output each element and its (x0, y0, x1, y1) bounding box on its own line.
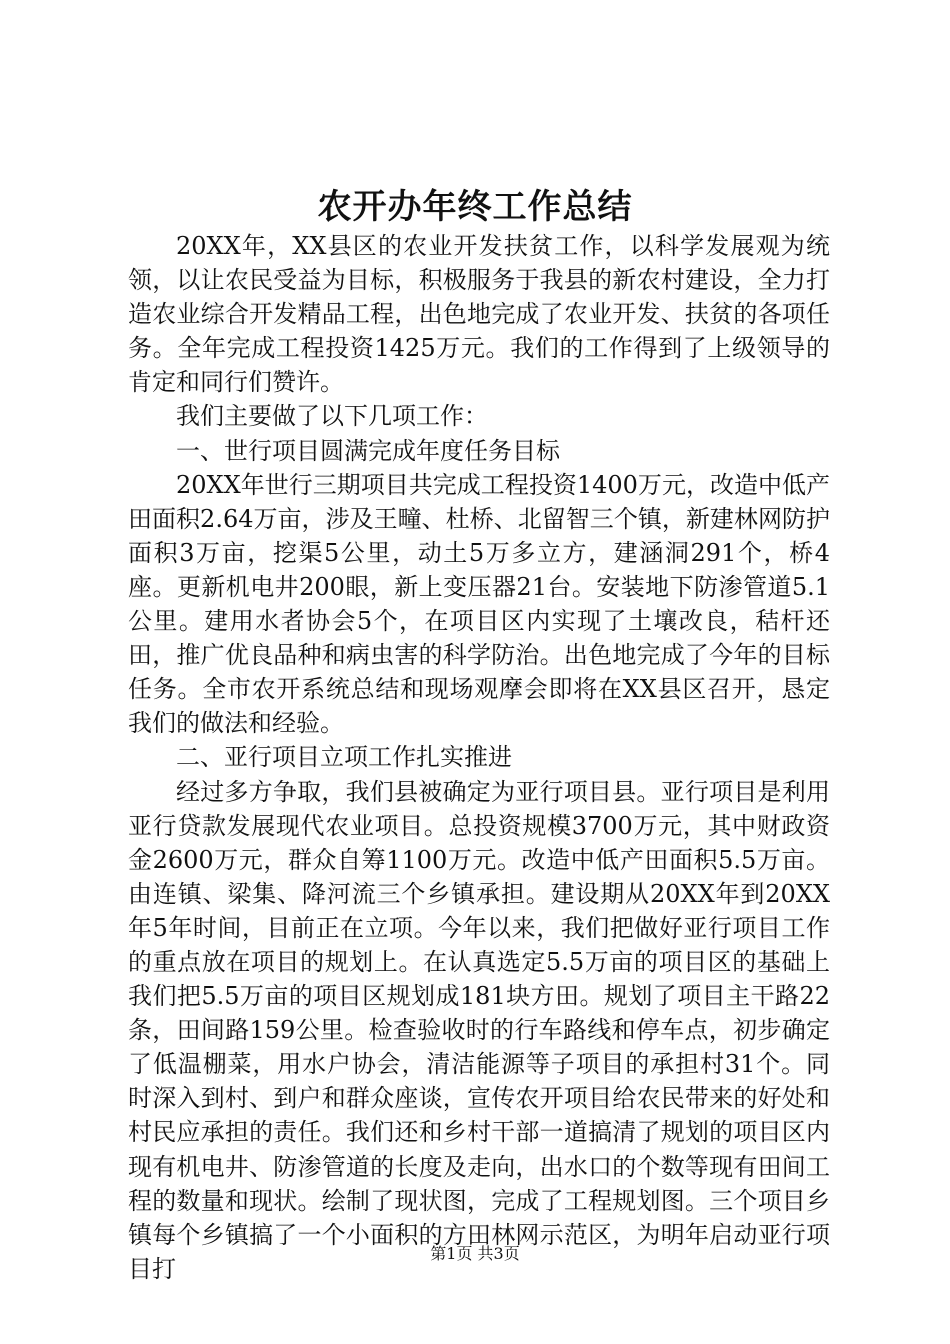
paragraph-asian-bank: 经过多方争取，我们县被确定为亚行项目县。亚行项目是利用亚行贷款发展现代农业项目。总投资规模3700万元，其中财政资金2600万元，群众自筹1100万元。改造中低产田面积5.5万亩。由连镇、梁集、降河流三个乡镇承担。建设期从20XX年到20XX年5年时间，目前正在立项。今年以来，我们把做好亚行项目工作的重点放在项目的规划上。在认真选定5.5万亩的项目区的基础上我们把5.5万亩的项目区规划成181块方田。规划了项目主干路22条，田间路159公里。检查验收时的行车路线和停车点，初步确定了低温棚菜，用水户协会，清洁能源等子项目的承担村31个。同时深入到村、到户和群众座谈，宣传农开项目给农民带来的好处和村民应承担的责任。我们还和乡村干部一道搞清了规划的项目区内现有机电井、防渗管道的长度及走向，出水口的个数等现有田间工程的数量和现状。绘制了现状图，完成了工程规划图。三个项目乡镇每个乡镇搞了一个小面积的方田林网示范区，为明年启动亚行项目打 (128, 777, 830, 1283)
document-body (128, 229, 830, 1286)
paragraph-intro: 20XX年，XX县区的农业开发扶贫工作，以科学发展观为统领，以让农民受益为目标，积极服务于我县的新农村建设，全力打造农业综合开发精品工程，出色地完成了农业开发、扶贫的各项任务。全年完成工程投资1425万元。我们的工作得到了上级领导的肯定和同行们赞许。 (128, 232, 830, 397)
paragraph-world-bank: 20XX年世行三期项目共完成工程投资1400万元，改造中低产田面积2.64万亩，涉及王疃、杜桥、北留智三个镇，新建林网防护面积3万亩，挖渠5公里，动土5万多立方，建涵洞291个，桥4座。更新机电井200眼，新上变压器21台。安装地下防渗管道5.1公里。建用水者协会5个，在项目区内实现了土壤改良，秸杆还田，推广优良品种和病虫害的科学防治。出色地完成了今年的目标任务。全市农开系统总结和现场观摩会即将在XX县区召开，恳定我们的做法和经验。 (128, 470, 830, 738)
document-title: 农开办年终工作总结 (317, 187, 633, 227)
paragraph-work-list-intro: 我们主要做了以下几项工作： (176, 402, 488, 431)
section-heading-world-bank: 一、世行项目圆满完成年度任务目标 (176, 436, 560, 465)
section-heading-asian-bank: 二、亚行项目立项工作扎实推进 (176, 743, 512, 772)
page-number-footer: 第1页 共3页 (430, 1244, 520, 1263)
